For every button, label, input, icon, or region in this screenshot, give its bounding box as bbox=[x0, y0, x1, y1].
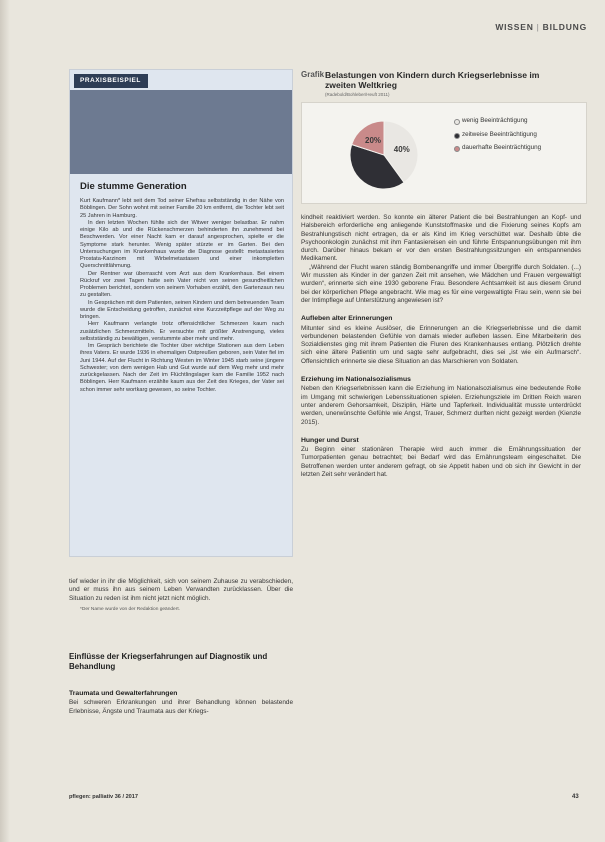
practice-paragraph: Herr Kaufmann verlangte trotz offensichtlicher Schmerzen kaum nach zusätzlichen Schmerzmitteln. Er versuchte mit größter Anstrengung, vieles selbstständig zu bewältigen, verstummte aber mehr und mehr. bbox=[80, 321, 284, 342]
practice-paragraph: Kurt Kaufmann* lebt seit dem Tod seiner Ehefrau selbstständig in der Nähe von Böblingen. Der Sohn wohnt mit seiner Familie 20 km entfernt, die Tochter lebt seit 25 Jahren in Hamburg. bbox=[80, 198, 284, 219]
left-column-text bbox=[69, 578, 293, 603]
footer-journal: pflegen: palliativ 36 / 2017 bbox=[69, 794, 139, 800]
right-column bbox=[301, 214, 581, 479]
right-paragraph-quote: „Während der Flucht waren ständig Bombenangriffe und immer Übergriffe durch Soldaten. (...) Wir mussten als Kinder in der ganzen Zeit mit ansehen, wie Mädchen und Frauen vergewaltigt wurden“, erinnerte sich eine 1930 geborene Frau. Besondere Achtsamkeit ist aus diesem Grund bei der körperlichen Pflege angebracht. Wie mag es für eine vergewaltigte Frau sein, wenn sie bei der Intimpflege auf Unterstützung angewiesen ist? bbox=[301, 263, 581, 304]
chart-label: Grafik bbox=[301, 70, 325, 79]
left-subsection bbox=[69, 690, 293, 716]
left-paragraph: tief wieder in ihr die Möglichkeit, sich von seinem Zuhause zu verabschieden, und er muss ihn aus seinem Leben Verwandten zurücklassen. Über die Situation zu reden ist ihm nicht jetzt nicht möglich. bbox=[69, 578, 293, 602]
legend-swatch bbox=[454, 146, 460, 152]
subhead-hunger: Hunger und Durst bbox=[301, 436, 359, 444]
legend-label: dauerhafte Beeinträchtigung bbox=[462, 144, 542, 152]
section-separator: | bbox=[536, 22, 540, 32]
article-heading: Einflüsse der Kriegserfahrungen auf Diagnostik und Behandlung bbox=[69, 652, 268, 671]
subhead-erinnerungen: Aufleben alter Erinnerungen bbox=[301, 315, 393, 323]
photo-band bbox=[70, 90, 292, 174]
practice-tag bbox=[74, 74, 148, 88]
legend-swatch bbox=[454, 133, 460, 139]
pie-data-label: 20% bbox=[365, 135, 382, 145]
section-wissen: WISSEN bbox=[495, 22, 534, 32]
pie-chart bbox=[324, 117, 444, 193]
practice-paragraph: Der Rentner war überrascht vom Arzt aus dem Krankenhaus. Bei einem Rückruf vor zwei Tagen hatte sein Vater nicht von seinen gesundheitlichen Problemen berichtet, sondern von seinem Vorhaben erzählt, den Gartenzaun neu zu gestalten. bbox=[80, 270, 284, 299]
practice-paragraph: In Gesprächen mit dem Patienten, seinen Kindern und dem betreuenden Team wurde die Entscheidung getroffen, zunächst eine Kurzzeitpflege auf der Weg zu bringen. bbox=[80, 299, 284, 320]
legend-label: wenig Beeinträchtigung bbox=[462, 117, 528, 124]
practice-paragraph: Im Gespräch berichtete die Tochter über wichtige Stationen aus dem Leben ihres Vaters. Er wurde 1936 in ehemaligen Ostpreußen geboren, sein Vater fiel im Juni 1944. Auf der Flucht in Richtung Westen im Winter 1945 starb seine jüngere Schwester; von dem wenigen Hab und Gut wurde auf dem Weg mehr und mehr zurückgelassen. Nach der Zeit im Flüchtlingslager kam die Familie 1952 nach Böblingen. Herr Kaufmann erzählte kaum aus der Zeit des Krieges, der Vater sei schon immer sehr wortkarg gewesen, so seine Tochter. bbox=[80, 343, 284, 393]
chart-panel bbox=[301, 102, 587, 204]
chart-title: Belastungen von Kindern durch Kriegserlebnisse im zweiten Weltkrieg bbox=[325, 70, 540, 90]
subhead-traumata: Traumata und Gewalterfahrungen bbox=[69, 690, 178, 697]
legend-swatch bbox=[454, 119, 460, 125]
section-bildung: BILDUNG bbox=[542, 22, 587, 32]
practice-note: *Der Name wurde von der Redaktion geändert. bbox=[80, 607, 180, 612]
chart-source: (Radebold/Bohleber/Heuft 2011) bbox=[325, 92, 390, 97]
footer-page-number: 43 bbox=[572, 794, 579, 800]
right-paragraph: Zu Beginn einer stationären Therapie wird auch immer die Ernährungssituation der Tumorpatienten genau betrachtet; bei Bedarf wird das Ernährungsteam eingeschaltet. Die Betroffenen werden unter anderem gefragt, ob sie Appetit haben und ob sich ihr Gewicht in der letzten Zeit sehr verändert hat. bbox=[301, 446, 581, 479]
legend-item bbox=[454, 131, 580, 139]
page-edge bbox=[0, 0, 10, 842]
practice-title: Die stumme Generation bbox=[80, 181, 187, 192]
practice-tag-label: PRAXISBEISPIEL bbox=[80, 77, 141, 84]
legend-label: zeitweise Beeinträchtigung bbox=[462, 130, 537, 138]
right-paragraph: Neben den Kriegserlebnissen kann die Erziehung im Nationalsozialismus eine bedeutende Rolle im Umgang mit schwierigen Lebenssituationen spielen. Erziehungsziele im Dritten Reich waren unter anderem Gehorsamkeit, Disziplin, Härte und Tapferkeit. Individualität musste unterdrückt werden, unerwünschte Gefühle wie Angst, Trauer, Schmerz durften nicht gezeigt werden (Kienzle 2015). bbox=[301, 385, 581, 426]
practice-text bbox=[80, 198, 284, 394]
left-subparagraph: Bei schweren Erkrankungen und ihrer Behandlung können belastende Erlebnisse, Ängste und Traumata aus der Kriegs- bbox=[69, 699, 293, 715]
right-paragraph: Mitunter sind es kleine Auslöser, die Erinnerungen an die Kriegserlebnisse und die damit verbundenen belastenden Gefühle von damals wieder aufleben lassen. Eine Mitarbeiterin des Sozialdienstes ging mit ihrem Patienten die Fluren des Krankenhauses entlang. Plötzlich drehte sich eine ältere Patientin um und sagte sehr aufgebracht, dies sei „ist wie ein Aufmarsch“. Offensichtlich erinnerte sie diese Situation an das Marschieren von Soldaten. bbox=[301, 324, 581, 365]
legend-item bbox=[454, 117, 580, 125]
section-header bbox=[495, 22, 587, 32]
subhead-erziehung: Erziehung im Nationalsozialismus bbox=[301, 376, 411, 384]
legend-item bbox=[454, 144, 580, 152]
practice-paragraph: In den letzten Wochen fühlte sich der Witwer weniger belastbar. Er nahm einige Kilo ab und die Rückenschmerzen behinderten ihn zunehmend bei Beschwerden. Vor einer Nacht kam er darauf angesprochen, spielte er die Symptome stark herunter. Wenig später stürzte er im Garten. Bei den Untersuchungen im Krankenhaus wurde die Diagnose gestellt: metastasiertes Prostata-Karzinom mit Wirbelmetastasen und einer inkompletten Querschnittlähmung. bbox=[80, 219, 284, 270]
chart-legend bbox=[454, 117, 580, 158]
pie-data-label: 40% bbox=[393, 145, 410, 155]
right-paragraph: kindheit reaktiviert werden. So konnte ein älterer Patient die bei Bestrahlungen an Kopf- und Halsbereich erforderliche eng anliegende Kunststoffmaske und die Fixierung seines Kopfs am Bestrahlungstisch nicht ertragen, da er als Kind im Krieg verschüttet war. Deshalb übte die Psychoonkologin zunächst mit ihm Fantasiereisen ein und führte Entspannungsübungen mit ihm durch. Darüber hinaus bekam er vor den ersten Bestrahlungssitzungen ein entspannendes Medikament. bbox=[301, 214, 581, 263]
